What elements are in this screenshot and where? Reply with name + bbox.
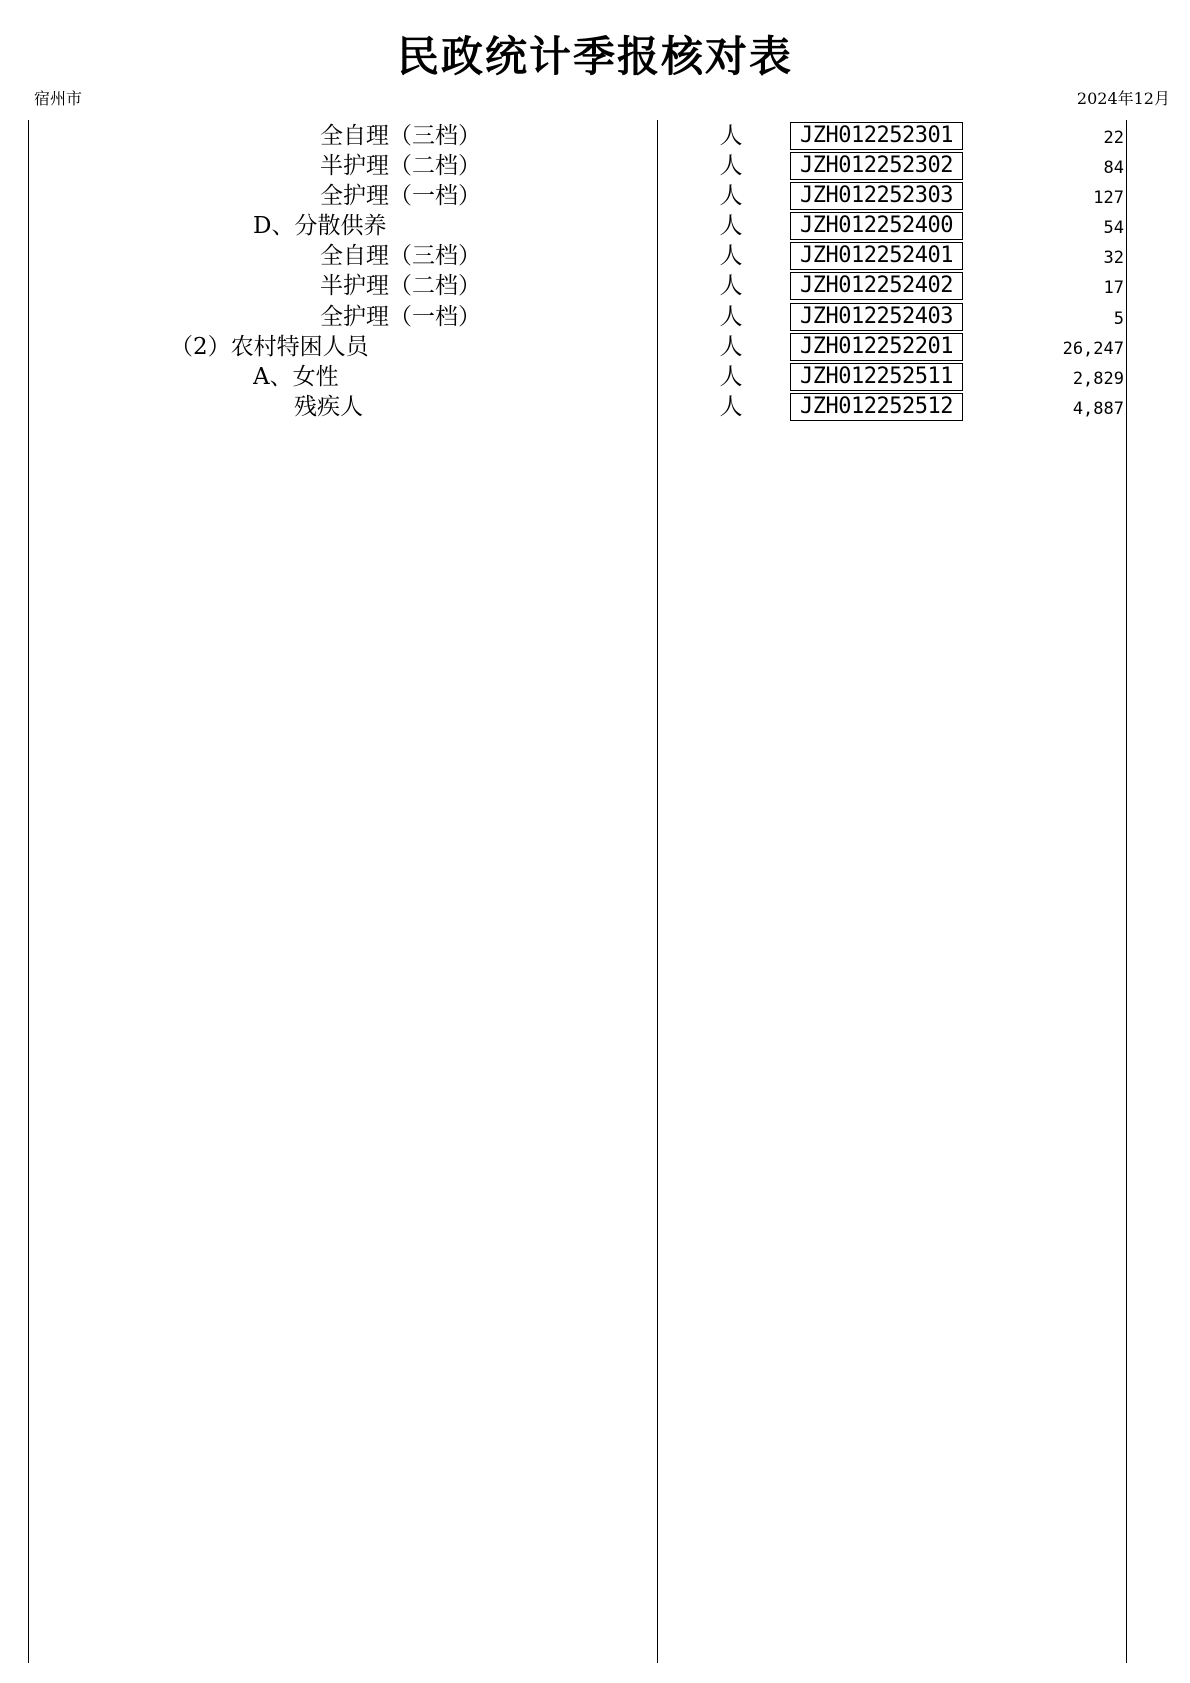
row-unit: 人 xyxy=(719,333,743,360)
row-value: 5 xyxy=(1113,308,1124,329)
row-value: 54 xyxy=(1103,218,1124,239)
table-row xyxy=(0,241,1190,271)
row-label: D、分散供养 xyxy=(253,213,387,240)
row-code: JZH012252403 xyxy=(790,303,963,331)
row-label: 残疾人 xyxy=(294,393,363,420)
row-value: 127 xyxy=(1093,188,1124,209)
row-code: JZH012252401 xyxy=(790,242,963,270)
row-value: 84 xyxy=(1103,158,1124,179)
row-code: JZH012252302 xyxy=(790,152,963,180)
row-value: 17 xyxy=(1103,278,1124,299)
table-row xyxy=(0,181,1190,211)
row-code: JZH012252511 xyxy=(790,363,963,391)
row-unit: 人 xyxy=(719,243,743,270)
table-row xyxy=(0,302,1190,332)
table-row xyxy=(0,271,1190,301)
region-label: 宿州市 xyxy=(34,89,83,108)
table-row xyxy=(0,392,1190,422)
row-value: 2,829 xyxy=(1072,368,1124,389)
row-label: 全自理（三档） xyxy=(320,243,481,270)
row-unit: 人 xyxy=(719,213,743,240)
table-row xyxy=(0,332,1190,362)
row-label: 半护理（二档） xyxy=(320,153,481,180)
row-code: JZH012252400 xyxy=(790,212,963,240)
row-code: JZH012252402 xyxy=(790,272,963,300)
row-code: JZH012252301 xyxy=(790,122,963,150)
row-label: 半护理（二档） xyxy=(320,273,481,300)
table-row xyxy=(0,121,1190,151)
table-row xyxy=(0,211,1190,241)
period-label: 2024年12月 xyxy=(1076,89,1170,108)
row-value: 4,887 xyxy=(1072,398,1124,419)
row-value: 32 xyxy=(1103,248,1124,269)
row-value: 26,247 xyxy=(1062,338,1124,359)
row-unit: 人 xyxy=(719,183,743,210)
row-label: A、女性 xyxy=(253,363,339,390)
row-label: 全自理（三档） xyxy=(320,123,481,149)
row-label: 全护理（一档） xyxy=(320,303,481,330)
statistics-table xyxy=(0,121,1190,422)
row-unit: 人 xyxy=(719,393,743,420)
table-row xyxy=(0,362,1190,392)
row-unit: 人 xyxy=(719,273,743,300)
table-row xyxy=(0,151,1190,181)
row-unit: 人 xyxy=(719,363,743,390)
row-label: （2）农村特困人员 xyxy=(170,333,369,360)
row-label: 全护理（一档） xyxy=(320,183,481,210)
row-unit: 人 xyxy=(719,303,743,330)
row-code: JZH012252303 xyxy=(790,182,963,210)
row-value: 22 xyxy=(1103,128,1124,148)
page-title: 民政统计季报核对表 xyxy=(396,32,793,81)
row-unit: 人 xyxy=(719,123,743,149)
row-code: JZH012252512 xyxy=(790,393,963,421)
row-code: JZH012252201 xyxy=(790,333,963,361)
row-unit: 人 xyxy=(719,153,743,180)
